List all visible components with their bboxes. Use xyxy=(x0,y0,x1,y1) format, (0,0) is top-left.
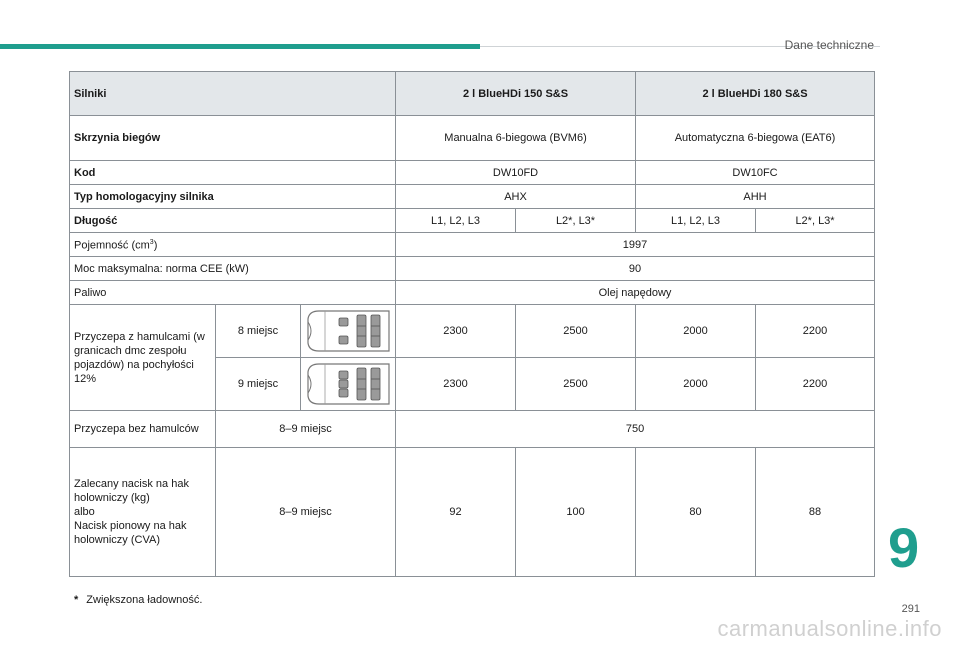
van-seating-9-icon xyxy=(305,361,393,407)
fuel-value: Olej napędowy xyxy=(396,281,875,305)
braked-value: 2200 xyxy=(756,305,875,358)
capacity-label-close: ) xyxy=(153,239,158,252)
capacity-label xyxy=(70,233,396,257)
engine-1-name: 2 l BlueHDi 150 S&S xyxy=(396,72,636,116)
chapter-number: 9 xyxy=(888,516,920,579)
seats-label: 9 miejsc xyxy=(216,358,301,411)
header-accent-bar xyxy=(0,44,480,49)
engines-label: Silniki xyxy=(70,72,396,116)
homolog-1: AHX xyxy=(396,185,636,209)
engine-2-name: 2 l BlueHDi 180 S&S xyxy=(636,72,875,116)
braked-trailer-label: Przyczepa z hamulcami (w granicach dmc zespołu pojazdów) na pochyłości 12% xyxy=(70,305,216,411)
engine-spec-table xyxy=(69,71,875,577)
hitch-load-label xyxy=(70,448,216,577)
table-row xyxy=(70,161,875,185)
table-row xyxy=(70,257,875,281)
hitch-label-line: Zalecany nacisk na hak xyxy=(74,478,189,490)
hitch-label-line: holowniczy (CVA) xyxy=(74,534,160,546)
van-seating-9-image xyxy=(301,358,396,411)
section-title: Dane techniczne xyxy=(784,38,874,52)
hitch-label-line: Nacisk pionowy na hak xyxy=(74,520,187,532)
length-value: L1, L2, L3 xyxy=(396,209,516,233)
code-2: DW10FC xyxy=(636,161,875,185)
gearbox-1: Manualna 6-biegowa (BVM6) xyxy=(396,116,636,161)
footnote xyxy=(74,594,202,606)
braked-value: 2300 xyxy=(396,358,516,411)
braked-value: 2200 xyxy=(756,358,875,411)
table-row xyxy=(70,448,875,577)
braked-value: 2300 xyxy=(396,305,516,358)
capacity-label-text: Pojemność (cm xyxy=(74,239,150,252)
code-1: DW10FD xyxy=(396,161,636,185)
hitch-value: 88 xyxy=(756,448,875,577)
table-row xyxy=(70,185,875,209)
gearbox-label: Skrzynia biegów xyxy=(70,116,396,161)
van-seating-8-image xyxy=(301,305,396,358)
length-value: L2*, L3* xyxy=(756,209,875,233)
homolog-label: Typ homologacyjny silnika xyxy=(70,185,396,209)
code-label: Kod xyxy=(70,161,396,185)
seats-label: 8 miejsc xyxy=(216,305,301,358)
hitch-label-line: holowniczy (kg) xyxy=(74,492,150,504)
van-seating-8-icon xyxy=(305,308,393,354)
capacity-value: 1997 xyxy=(396,233,875,257)
table-row xyxy=(70,281,875,305)
hitch-value: 100 xyxy=(516,448,636,577)
braked-value: 2000 xyxy=(636,358,756,411)
braked-value: 2000 xyxy=(636,305,756,358)
page-number: 291 xyxy=(901,603,920,615)
homolog-2: AHH xyxy=(636,185,875,209)
hitch-value: 80 xyxy=(636,448,756,577)
table-row xyxy=(70,411,875,448)
power-label: Moc maksymalna: norma CEE (kW) xyxy=(70,257,396,281)
table-row xyxy=(70,72,875,116)
capacity-label-sup: 3 xyxy=(149,239,154,247)
unbraked-seats: 8–9 miejsc xyxy=(216,411,396,448)
length-value: L2*, L3* xyxy=(516,209,636,233)
footnote-marker: * xyxy=(74,594,79,606)
table-row xyxy=(70,305,875,358)
length-value: L1, L2, L3 xyxy=(636,209,756,233)
power-value: 90 xyxy=(396,257,875,281)
watermark: carmanualsonline.info xyxy=(717,616,942,641)
table-row xyxy=(70,209,875,233)
length-label: Długość xyxy=(70,209,396,233)
hitch-label-line: albo xyxy=(74,506,95,518)
hitch-seats: 8–9 miejsc xyxy=(216,448,396,577)
footnote-text: Zwiększona ładowność. xyxy=(86,594,203,606)
unbraked-trailer-label: Przyczepa bez hamulców xyxy=(70,411,216,448)
hitch-value: 92 xyxy=(396,448,516,577)
table-row xyxy=(70,116,875,161)
braked-value: 2500 xyxy=(516,358,636,411)
unbraked-value: 750 xyxy=(396,411,875,448)
fuel-label: Paliwo xyxy=(70,281,396,305)
braked-value: 2500 xyxy=(516,305,636,358)
gearbox-2: Automatyczna 6-biegowa (EAT6) xyxy=(636,116,875,161)
table-row xyxy=(70,233,875,257)
